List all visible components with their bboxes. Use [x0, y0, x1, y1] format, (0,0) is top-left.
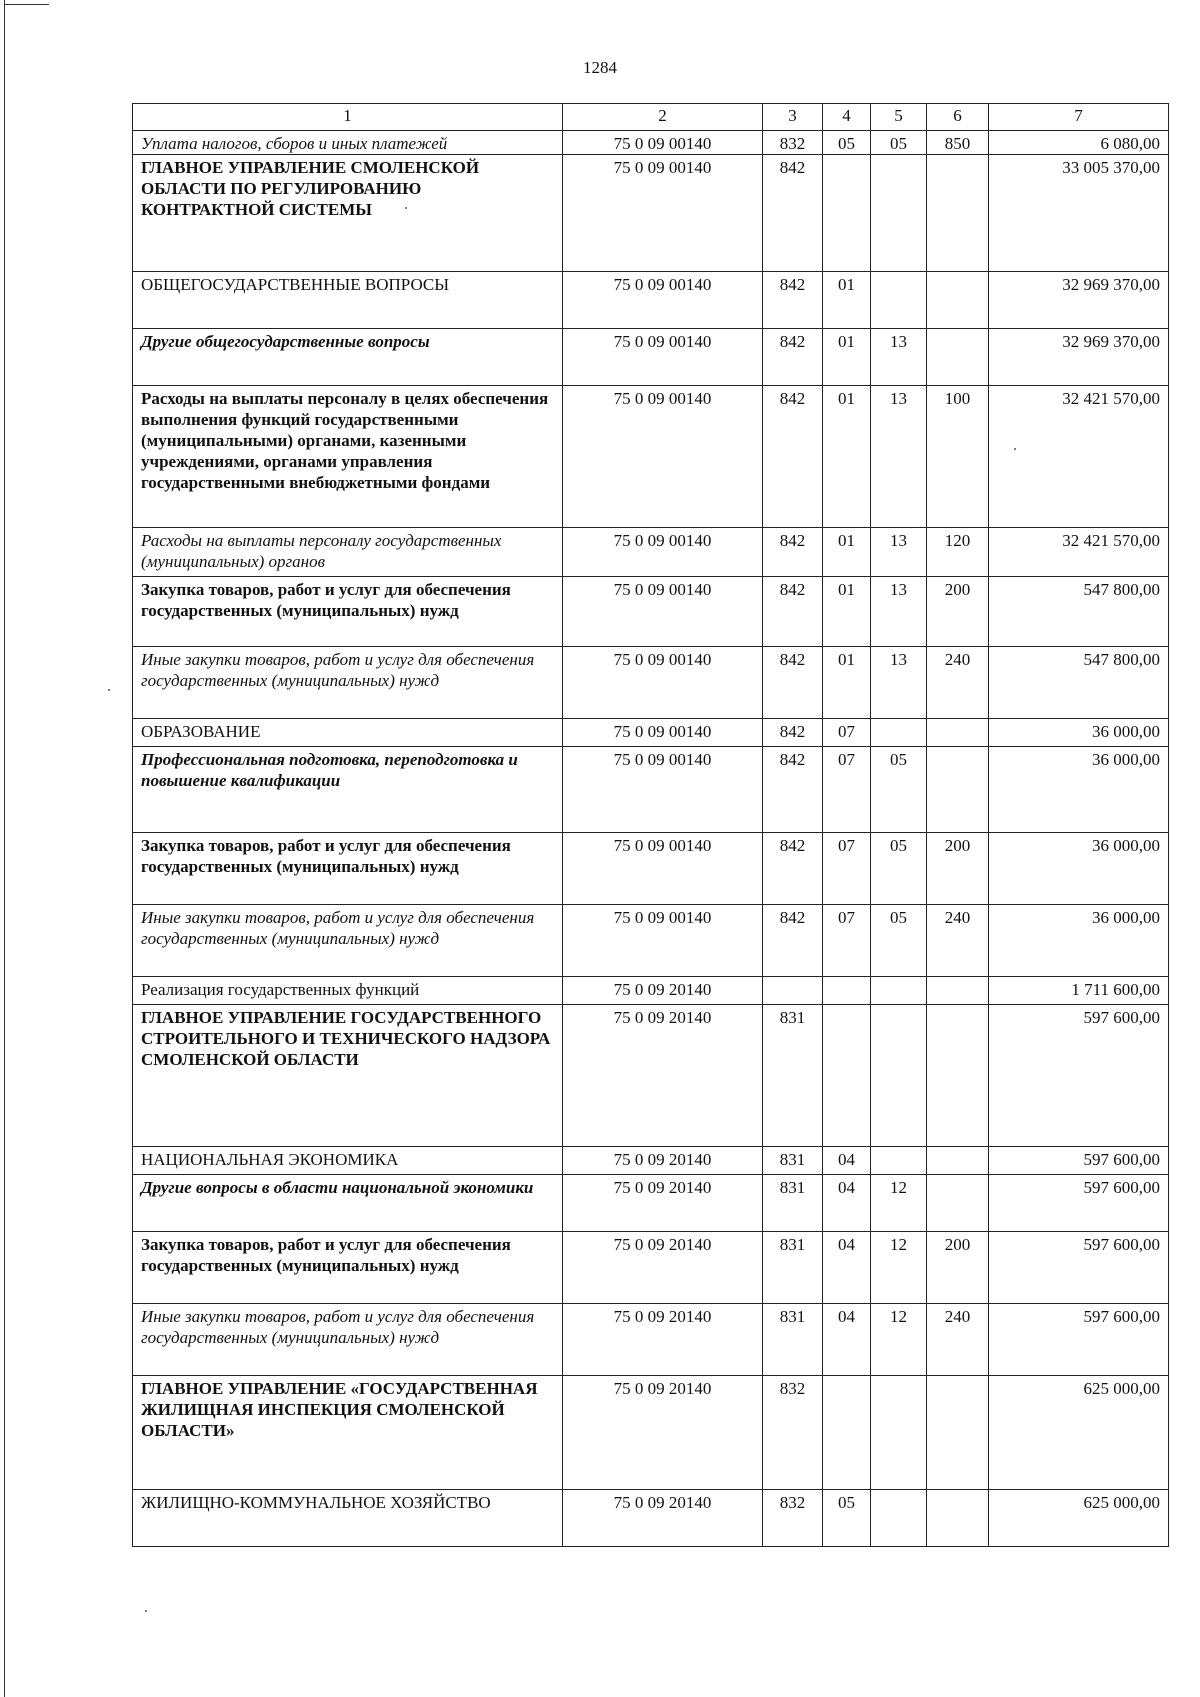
target-article-code: 75 0 09 00140	[563, 386, 763, 528]
table-row	[133, 1376, 1169, 1490]
row-name: Расходы на выплаты персоналу в целях обеспечения выполнения функций государственными (муниципальными) органами, казенными учреждениями, органами управления государственными внебюджетными фондами	[133, 386, 563, 528]
target-article-code: 75 0 09 20140	[563, 1304, 763, 1376]
table-row	[133, 1175, 1169, 1232]
row-name: Иные закупки товаров, работ и услуг для обеспечения государственных (муниципальных) нужд	[133, 1304, 563, 1376]
expense-type-code	[927, 329, 989, 386]
target-article-code: 75 0 09 00140	[563, 747, 763, 833]
column-header: 7	[989, 104, 1169, 131]
section-code: 07	[823, 905, 871, 977]
scan-speck	[1014, 448, 1016, 450]
row-name: Другие общегосударственные вопросы	[133, 329, 563, 386]
row-name: Закупка товаров, работ и услуг для обеспечения государственных (муниципальных) нужд	[133, 1232, 563, 1304]
row-name: Другие вопросы в области национальной экономики	[133, 1175, 563, 1232]
target-article-code: 75 0 09 20140	[563, 1376, 763, 1490]
department-code: 831	[763, 1005, 823, 1147]
target-article-code: 75 0 09 20140	[563, 1175, 763, 1232]
department-code: 831	[763, 1304, 823, 1376]
section-code: 04	[823, 1232, 871, 1304]
row-name: ГЛАВНОЕ УПРАВЛЕНИЕ ГОСУДАРСТВЕННОГО СТРОИТЕЛЬНОГО И ТЕХНИЧЕСКОГО НАДЗОРА СМОЛЕНСКОЙ ОБЛАСТИ	[133, 1005, 563, 1147]
table-header-row	[133, 104, 1169, 131]
expense-type-code: 240	[927, 647, 989, 719]
row-name: Уплата налогов, сборов и иных платежей	[133, 131, 563, 155]
scan-border-left	[4, 0, 5, 1697]
section-code: 07	[823, 747, 871, 833]
amount: 597 600,00	[989, 1005, 1169, 1147]
row-name: Иные закупки товаров, работ и услуг для обеспечения государственных (муниципальных) нужд	[133, 647, 563, 719]
table-row	[133, 1147, 1169, 1175]
row-name: Профессиональная подготовка, переподготовка и повышение квалификации	[133, 747, 563, 833]
section-code	[823, 155, 871, 272]
subsection-code	[871, 1005, 927, 1147]
amount: 597 600,00	[989, 1232, 1169, 1304]
target-article-code: 75 0 09 00140	[563, 131, 763, 155]
row-name: Закупка товаров, работ и услуг для обеспечения государственных (муниципальных) нужд	[133, 833, 563, 905]
table-row	[133, 131, 1169, 155]
expense-type-code: 100	[927, 386, 989, 528]
subsection-code: 05	[871, 131, 927, 155]
target-article-code: 75 0 09 20140	[563, 1147, 763, 1175]
subsection-code: 12	[871, 1232, 927, 1304]
subsection-code	[871, 155, 927, 272]
subsection-code	[871, 719, 927, 747]
department-code: 832	[763, 1376, 823, 1490]
expense-type-code	[927, 719, 989, 747]
subsection-code: 13	[871, 647, 927, 719]
table-row	[133, 905, 1169, 977]
column-header: 6	[927, 104, 989, 131]
expense-type-code: 850	[927, 131, 989, 155]
target-article-code: 75 0 09 00140	[563, 719, 763, 747]
subsection-code: 05	[871, 747, 927, 833]
target-article-code: 75 0 09 00140	[563, 905, 763, 977]
amount: 32 421 570,00	[989, 386, 1169, 528]
target-article-code: 75 0 09 20140	[563, 1005, 763, 1147]
section-code: 07	[823, 833, 871, 905]
column-header: 2	[563, 104, 763, 131]
table-row	[133, 1005, 1169, 1147]
section-code: 01	[823, 647, 871, 719]
department-code: 842	[763, 647, 823, 719]
section-code: 01	[823, 386, 871, 528]
amount: 547 800,00	[989, 647, 1169, 719]
target-article-code: 75 0 09 00140	[563, 272, 763, 329]
department-code: 842	[763, 386, 823, 528]
target-article-code: 75 0 09 00140	[563, 528, 763, 577]
expense-type-code	[927, 1005, 989, 1147]
department-code: 842	[763, 905, 823, 977]
target-article-code: 75 0 09 20140	[563, 977, 763, 1005]
scan-border-top	[4, 4, 49, 5]
amount: 625 000,00	[989, 1376, 1169, 1490]
table-row	[133, 577, 1169, 647]
expense-type-code: 240	[927, 1304, 989, 1376]
subsection-code: 05	[871, 833, 927, 905]
expense-type-code	[927, 1490, 989, 1547]
expense-type-code: 200	[927, 833, 989, 905]
row-name: Закупка товаров, работ и услуг для обеспечения государственных (муниципальных) нужд	[133, 577, 563, 647]
section-code: 05	[823, 1490, 871, 1547]
expense-type-code	[927, 977, 989, 1005]
expense-type-code: 240	[927, 905, 989, 977]
table-row	[133, 977, 1169, 1005]
target-article-code: 75 0 09 20140	[563, 1490, 763, 1547]
department-code: 832	[763, 131, 823, 155]
subsection-code: 13	[871, 329, 927, 386]
department-code: 842	[763, 577, 823, 647]
row-name: ОБЩЕГОСУДАРСТВЕННЫЕ ВОПРОСЫ	[133, 272, 563, 329]
department-code: 842	[763, 833, 823, 905]
amount: 625 000,00	[989, 1490, 1169, 1547]
target-article-code: 75 0 09 00140	[563, 577, 763, 647]
subsection-code	[871, 1376, 927, 1490]
amount: 36 000,00	[989, 747, 1169, 833]
department-code: 832	[763, 1490, 823, 1547]
row-name: Расходы на выплаты персоналу государственных (муниципальных) органов	[133, 528, 563, 577]
table-row	[133, 647, 1169, 719]
subsection-code: 13	[871, 386, 927, 528]
section-code: 01	[823, 577, 871, 647]
department-code: 842	[763, 719, 823, 747]
target-article-code: 75 0 09 00140	[563, 833, 763, 905]
subsection-code: 05	[871, 905, 927, 977]
table-row	[133, 528, 1169, 577]
subsection-code	[871, 272, 927, 329]
table-row	[133, 1232, 1169, 1304]
section-code: 01	[823, 272, 871, 329]
expense-type-code	[927, 1147, 989, 1175]
table-row	[133, 747, 1169, 833]
table-row	[133, 833, 1169, 905]
table-row	[133, 329, 1169, 386]
row-name: ГЛАВНОЕ УПРАВЛЕНИЕ СМОЛЕНСКОЙ ОБЛАСТИ ПО РЕГУЛИРОВАНИЮ КОНТРАКТНОЙ СИСТЕМЫ	[133, 155, 563, 272]
row-name: Иные закупки товаров, работ и услуг для обеспечения государственных (муниципальных) нужд	[133, 905, 563, 977]
row-name: ЖИЛИЩНО-КОММУНАЛЬНОЕ ХОЗЯЙСТВО	[133, 1490, 563, 1547]
target-article-code: 75 0 09 00140	[563, 329, 763, 386]
table-row	[133, 1490, 1169, 1547]
column-header: 5	[871, 104, 927, 131]
section-code: 01	[823, 528, 871, 577]
amount: 547 800,00	[989, 577, 1169, 647]
table-row	[133, 155, 1169, 272]
expense-type-code: 200	[927, 1232, 989, 1304]
section-code	[823, 1376, 871, 1490]
table-row	[133, 719, 1169, 747]
amount: 32 421 570,00	[989, 528, 1169, 577]
amount: 32 969 370,00	[989, 329, 1169, 386]
row-name: НАЦИОНАЛЬНАЯ ЭКОНОМИКА	[133, 1147, 563, 1175]
department-code: 831	[763, 1232, 823, 1304]
table-row	[133, 386, 1169, 528]
amount: 32 969 370,00	[989, 272, 1169, 329]
section-code: 04	[823, 1175, 871, 1232]
target-article-code: 75 0 09 00140	[563, 647, 763, 719]
subsection-code: 12	[871, 1304, 927, 1376]
section-code	[823, 977, 871, 1005]
section-code: 07	[823, 719, 871, 747]
scan-speck	[108, 689, 110, 691]
section-code: 01	[823, 329, 871, 386]
subsection-code: 12	[871, 1175, 927, 1232]
budget-table	[132, 103, 1169, 1547]
expense-type-code	[927, 1376, 989, 1490]
department-code: 842	[763, 272, 823, 329]
expense-type-code: 120	[927, 528, 989, 577]
amount: 597 600,00	[989, 1304, 1169, 1376]
section-code: 05	[823, 131, 871, 155]
amount: 6 080,00	[989, 131, 1169, 155]
column-header: 3	[763, 104, 823, 131]
section-code: 04	[823, 1147, 871, 1175]
row-name: ОБРАЗОВАНИЕ	[133, 719, 563, 747]
amount: 36 000,00	[989, 905, 1169, 977]
row-name: Реализация государственных функций	[133, 977, 563, 1005]
department-code: 831	[763, 1175, 823, 1232]
amount: 36 000,00	[989, 719, 1169, 747]
department-code: 842	[763, 528, 823, 577]
table-row	[133, 272, 1169, 329]
column-header: 4	[823, 104, 871, 131]
department-code: 842	[763, 329, 823, 386]
scan-speck	[405, 207, 407, 209]
department-code: 831	[763, 1147, 823, 1175]
amount: 36 000,00	[989, 833, 1169, 905]
column-header: 1	[133, 104, 563, 131]
table-row	[133, 1304, 1169, 1376]
page-number: 1284	[583, 58, 617, 77]
subsection-code: 13	[871, 577, 927, 647]
subsection-code	[871, 977, 927, 1005]
target-article-code: 75 0 09 00140	[563, 155, 763, 272]
section-code	[823, 1005, 871, 1147]
department-code: 842	[763, 155, 823, 272]
subsection-code	[871, 1147, 927, 1175]
amount: 597 600,00	[989, 1147, 1169, 1175]
amount: 1 711 600,00	[989, 977, 1169, 1005]
department-code: 842	[763, 747, 823, 833]
section-code: 04	[823, 1304, 871, 1376]
expense-type-code	[927, 272, 989, 329]
expense-type-code	[927, 1175, 989, 1232]
scan-speck	[145, 1610, 147, 1612]
expense-type-code: 200	[927, 577, 989, 647]
subsection-code	[871, 1490, 927, 1547]
subsection-code: 13	[871, 528, 927, 577]
expense-type-code	[927, 747, 989, 833]
amount: 33 005 370,00	[989, 155, 1169, 272]
department-code	[763, 977, 823, 1005]
expense-type-code	[927, 155, 989, 272]
row-name: ГЛАВНОЕ УПРАВЛЕНИЕ «ГОСУДАРСТВЕННАЯ ЖИЛИЩНАЯ ИНСПЕКЦИЯ СМОЛЕНСКОЙ ОБЛАСТИ»	[133, 1376, 563, 1490]
amount: 597 600,00	[989, 1175, 1169, 1232]
target-article-code: 75 0 09 20140	[563, 1232, 763, 1304]
